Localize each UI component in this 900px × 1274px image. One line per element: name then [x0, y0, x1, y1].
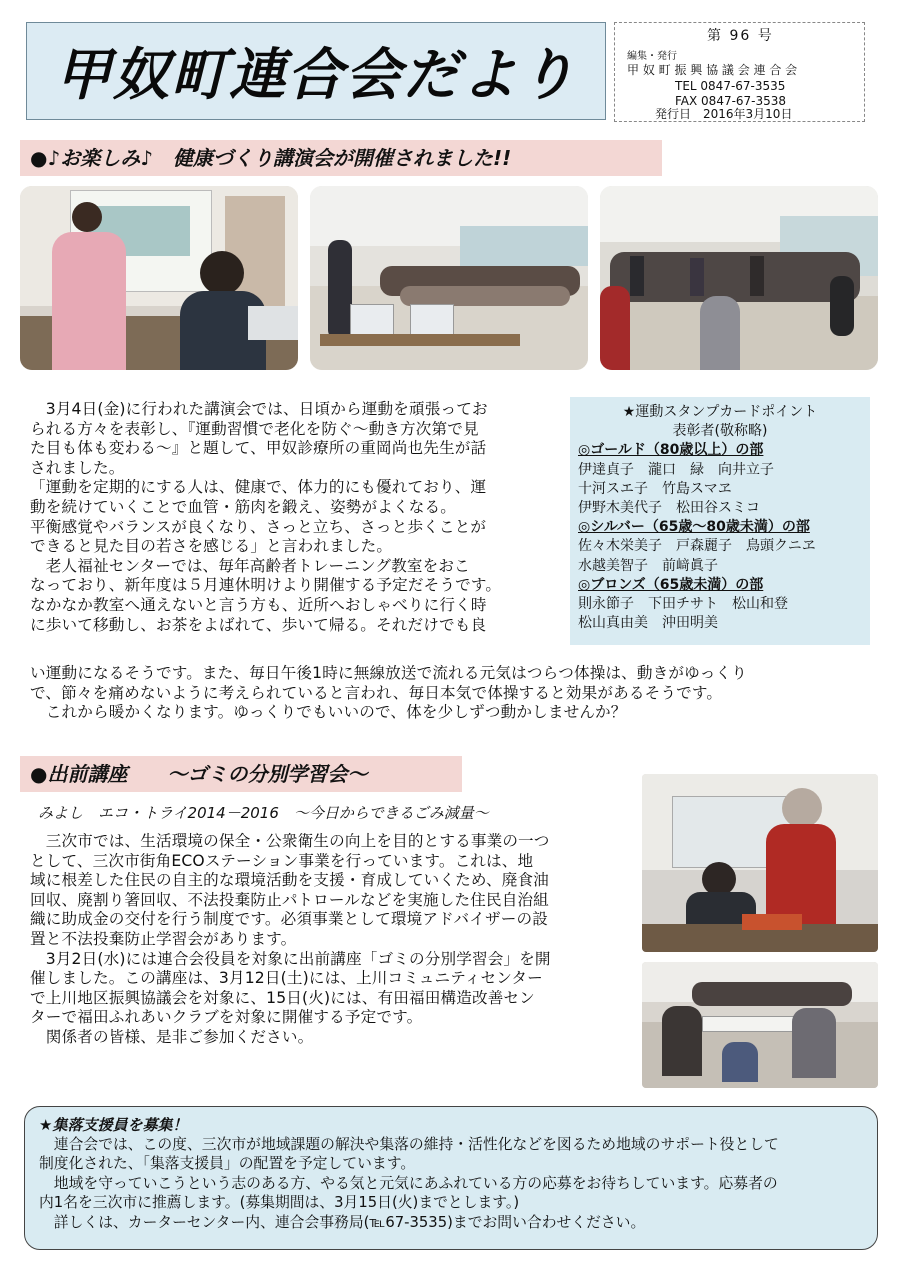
award-silver-names-2: 水越美智子 前﨑眞子: [578, 557, 718, 574]
photo-presenter: [642, 774, 878, 952]
award-silver-label: ◎シルバー（65歳～80歳未満）の部: [578, 519, 810, 536]
recruitment-notice-box: [24, 1106, 878, 1250]
award-list-box: [570, 397, 870, 645]
issue-info-box: [614, 22, 865, 122]
newsletter-title: 甲奴町連合会だより: [55, 43, 577, 108]
award-bronze-label: ◎ブロンズ（65歳未満）の部: [578, 576, 764, 593]
recruitment-body: 連合会では、この度、三次市が地域課題の解決や集落の維持・活性化などを図るため地域のサポート役として 制度化された、「集落支援員」の配置を予定しています。 地域を守っていこうという志のある方、やる気と元気にあふれている方の応募をお待ちしています。応募者の 内1名を三次市に推薦します。(募集期間は、3月15日(火)までとします。) 詳しくは、カーターセンター内、連合会事務局(℡67-3535)までお問い合わせください。: [39, 1136, 779, 1231]
publisher-name: 甲 奴 町 振 興 協 議 会 連 合 会: [627, 63, 798, 77]
section-heading-lecture-outreach: ●出前講座 ～ゴミの分別学習会～: [20, 756, 462, 792]
award-subtitle: 表彰者(敬称略): [672, 423, 768, 440]
award-title: ★運動スタンプカードポイント: [622, 404, 818, 420]
editor-label: 編集・発行: [627, 51, 677, 62]
award-bronze-names-2: 松山真由美 沖田明美: [578, 615, 718, 632]
photo-speakers: [20, 186, 298, 370]
photo-audience: [310, 186, 588, 370]
award-gold-names-2: 十河スエ子 竹島スマヱ: [578, 480, 732, 497]
photo-study-group: [642, 962, 878, 1088]
award-silver-names-1: 佐々木栄美子 戸森麗子 鳥頭クニヱ: [578, 538, 816, 555]
section-heading-lecture: ●♪お楽しみ♪ 健康づくり講演会が開催されました!!: [20, 140, 662, 176]
masthead-title-box: [26, 22, 606, 120]
publish-date: 発行日 2016年3月10日: [655, 107, 793, 121]
publisher-tel: TEL 0847-67-3535: [675, 79, 786, 93]
publisher-fax: FAX 0847-67-3538: [675, 94, 787, 108]
eco-try-subtitle: みよし エコ・トライ2014－2016 ～今日からできるごみ減量～: [38, 804, 489, 822]
photo-exercise: [600, 186, 878, 370]
award-gold-label: ◎ゴールド（80歳以上）の部: [578, 442, 764, 459]
lecture-article-text-continued: い運動になるそうです。また、毎日午後1時に無線放送で流れる元気はつらつ体操は、動きがゆっくり で、節々を痛めないように考えられていると言われ、毎日本気で体操すると効果があるそうです。 これから暖かくなります。ゆっくりでもいいので、体を少しずつ動かしませんか？: [30, 664, 747, 722]
recruitment-title: ★集落支援員を募集！: [39, 1116, 188, 1134]
issue-number: 第 96 号: [707, 28, 774, 44]
award-bronze-names-1: 則永節子 下田チサト 松山和登: [578, 596, 788, 613]
award-gold-names-3: 伊野木美代子 松田谷スミコ: [578, 500, 760, 517]
award-gold-names-1: 伊達貞子 瀧口 緑 向井立子: [578, 461, 774, 478]
outreach-article-text: 三次市では、生活環境の保全・公衆衛生の向上を目的とする事業の一つ として、三次市街角ECOステーション事業を行っています。これは、地 域に根差した住民の自主的な環境活動を支援・育成していくため、廃食油 回収、廃割り箸回収、不法投棄防止パトロールなどを実施した住民自治組 織に助成金の交付を行う制度です。必須事業として環境アドバイザーの設 置と不法投棄防止学習会があります。 3月2日(水)には連合会役員を対象に出前講座「ゴミの分別学習会」を開 催しました。この講座は、3月12日(土)には、上川コミュニティセンター で上川地区振興協議会を対象に、15日(火)には、有田福田構造改善セン ターで福田ふれあいクラブを対象に開催する予定です。 関係者の皆様、是非ご参加ください。: [30, 832, 551, 1046]
lecture-article-text: 3月4日(金)に行われた講演会では、日頃から運動を頑張ってお られる方々を表彰し、『運動習慣で老化を防ぐ～動き方次第で見 た目も体も変わる～』と題して、甲奴診療所の重岡尚也先生が話 されました。 「運動を定期的にする人は、健康で、体力的にも優れており、運 動を続けていくことで血管・筋肉を鍛え、姿勢がよくなる。 平衡感覚やバランスが良くなり、さっと立ち、さっと歩くことが できると見た目の若さを感じる」と言われました。 老人福祉センターでは、毎年高齢者トレーニング教室をおこ なっており、新年度は５月連休明けより開催する予定だそうです。 なかなか教室へ通えないと言う方も、近所へおしゃべりに行く時 に歩いて移動し、お茶をよばれて、歩いて帰る。それだけでも良: [30, 400, 502, 634]
